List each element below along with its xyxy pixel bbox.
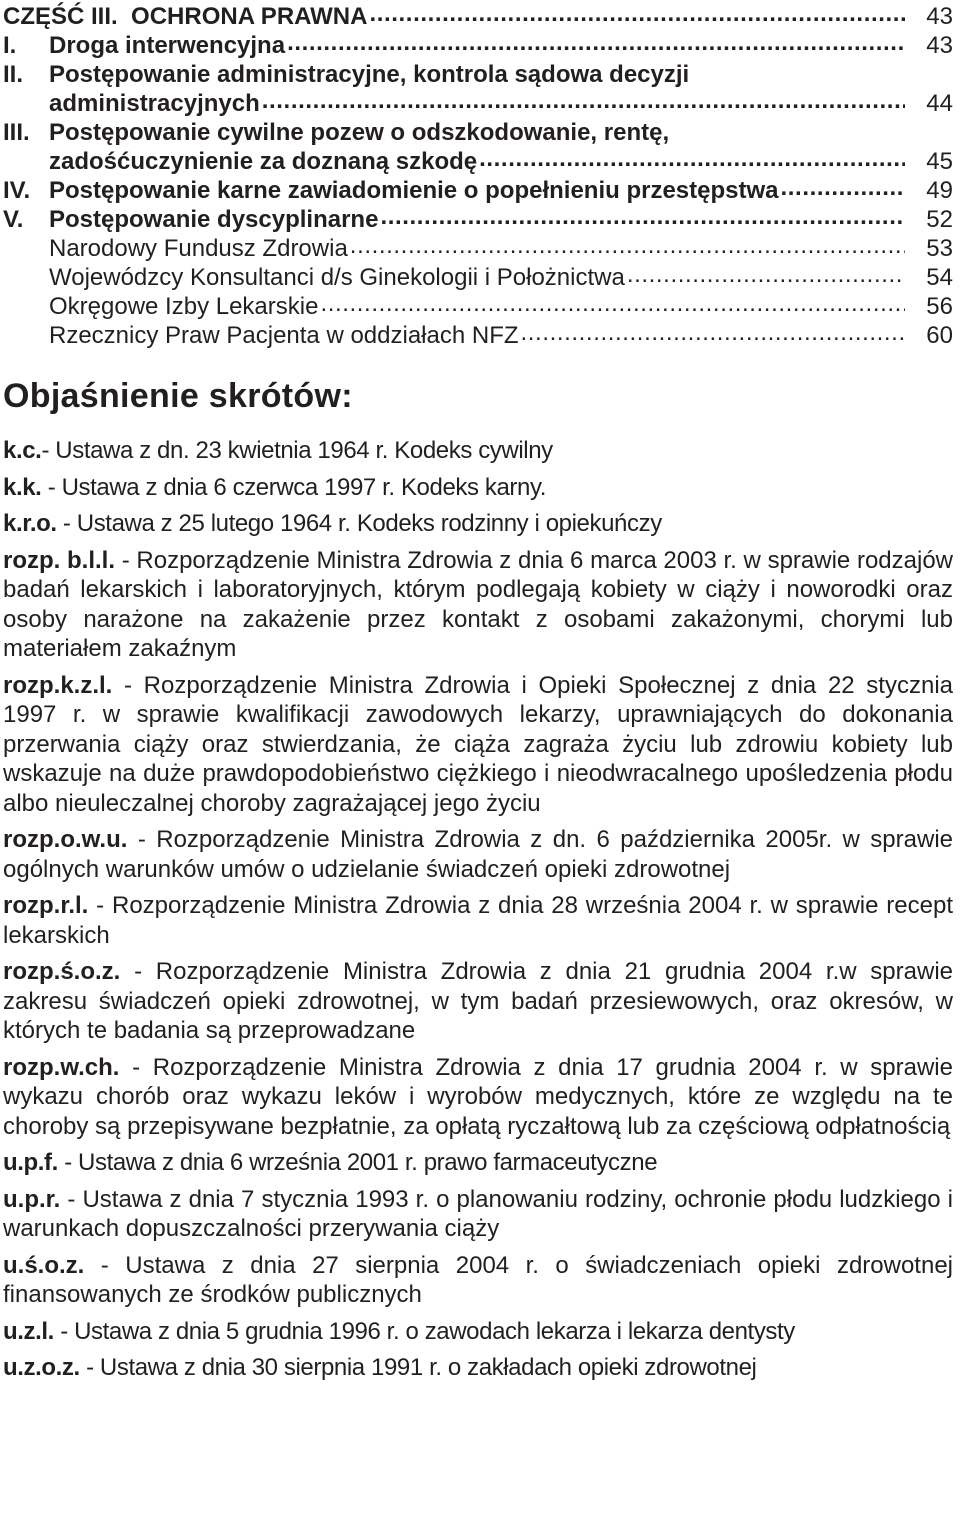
toc-entry-title: Postępowanie cywilne pozew o odszkodowanie, rentę, [49, 119, 670, 146]
toc-entry-number: I. [3, 32, 17, 59]
toc-entry-title-cont: zadośćuczynienie za doznaną szkodę [49, 148, 478, 175]
toc-page-number: 44 [926, 90, 953, 117]
abbreviation-text: - Rozporządzenie Ministra Zdrowia i Opieki Społecznej z dnia 22 stycznia 1997 r. w sprawie kwalifikacji zawodowych lekarzy, uprawniających do dokonania przerwania ciąży oraz stwierdzania, że ciąża zagraża życiu lub zdrowiu kobiety lub wskazuje na duże prawdopodobieństwo ciężkiego i nieodwracalnego upośledzenia płodu albo nieuleczalnej choroby zagrażającej jego życiu [3, 671, 953, 817]
abbreviation-key: u.z.l. [3, 1317, 54, 1345]
abbreviation-text: - Rozporządzenie Ministra Zdrowia z dnia 17 grudnia 2004 r. w sprawie wykazu chorób oraz wykazu leków i wyrobów medycznych, które ze względu na te choroby są przepisywane bezpłatnie, za opłatą ryczałtową lub za częściową odpłatnością [3, 1053, 953, 1140]
toc-entry-part-iii[interactable] [3, 2, 953, 31]
toc-entry-nfz[interactable] [3, 234, 953, 263]
toc-entry-konsultanci[interactable] [3, 263, 953, 292]
abbreviation-entry [3, 473, 953, 503]
abbreviation-text: - Ustawa z dnia 5 grudnia 1996 r. o zawodach lekarza i lekarza dentysty [53, 1317, 795, 1345]
abbreviation-key: k.r.o. [3, 510, 57, 537]
toc-entry-title-cont: administracyjnych [49, 90, 260, 117]
abbreviation-key: rozp.w.ch. [3, 1053, 120, 1081]
toc-entry-title: Postępowanie administracyjne, kontrola sądowa decyzji [49, 61, 690, 88]
abbreviation-text: - Ustawa z dnia 27 sierpnia 2004 r. o świadczeniach opieki zdrowotnej finansowanych ze środków publicznych [3, 1251, 953, 1308]
abbreviation-key: rozp.o.w.u. [3, 826, 128, 853]
toc-page-number: 60 [926, 322, 953, 349]
toc-entry-title: Okręgowe Izby Lekarskie [49, 293, 319, 320]
toc-page-number: 52 [926, 206, 953, 233]
toc-entry-rzecznicy[interactable] [3, 321, 953, 350]
abbreviation-text: - Rozporządzenie Ministra Zdrowia z dnia 6 marca 2003 r. w sprawie rodzajów badań lekarskich i laboratoryjnych, którym podlegają kobiety w ciąży i noworodki oraz osoby narażone na zakażenie przez kontakt z osobami zakażonymi, chorymi lub materiałem zakaźnym [3, 546, 953, 662]
toc-page-number: 49 [926, 177, 953, 204]
toc-entry-title: Droga interwencyjna [49, 32, 286, 59]
toc-leader-dots [521, 318, 905, 347]
abbreviation-key: u.p.f. [3, 1149, 58, 1176]
abbreviation-entry [3, 509, 953, 539]
abbreviation-entry [3, 1353, 953, 1383]
toc-entry-title: Narodowy Fundusz Zdrowia [49, 235, 348, 262]
abbreviation-key: k.c. [3, 437, 42, 464]
abbreviation-key: rozp.ś.o.z. [3, 958, 121, 985]
abbreviation-key: u.p.r. [3, 1185, 61, 1213]
toc-entry-number: V. [3, 206, 24, 233]
abbreviation-entry [3, 546, 953, 664]
abbreviation-entry [3, 957, 953, 1046]
abbreviation-text: - Ustawa z dnia 30 sierpnia 1991 r. o zakładach opieki zdrowotnej [79, 1354, 757, 1381]
toc-leader-dots [380, 202, 905, 231]
abbreviation-entry [3, 1185, 953, 1244]
toc-entry-v[interactable] [3, 205, 953, 234]
abbreviation-text: - Ustawa z dn. 23 kwietnia 1964 r. Kodeks cywilny [41, 437, 553, 464]
toc-entry-iii-line2[interactable] [3, 147, 953, 176]
toc-entry-number: IV. [3, 177, 31, 204]
abbreviation-text: - Ustawa z dnia 7 stycznia 1993 r. o planowaniu rodziny, ochronie płodu ludzkiego i warunkach dopuszczalności przerywania ciąży [3, 1185, 953, 1242]
abbreviation-key: u.z.o.z. [3, 1354, 80, 1381]
toc-entry-ii-line1[interactable] [3, 60, 953, 89]
abbreviation-entry [3, 1053, 953, 1142]
abbreviation-entry [3, 1251, 953, 1310]
table-of-contents [3, 0, 953, 350]
toc-entry-title: Wojewódzcy Konsultanci d/s Ginekologii i Położnictwa [49, 264, 625, 291]
abbreviation-entry [3, 671, 953, 819]
abbreviations-list [3, 436, 953, 1383]
toc-leader-dots [350, 231, 905, 260]
toc-leader-dots [781, 173, 905, 202]
abbreviation-text: - Ustawa z 25 lutego 1964 r. Kodeks rodzinny i opiekuńczy [56, 510, 662, 537]
toc-leader-dots [369, 0, 905, 28]
toc-page-number: 43 [926, 32, 953, 59]
toc-page-number: 53 [926, 235, 953, 262]
toc-entry-iii-line1[interactable] [3, 118, 953, 147]
toc-entry-number: III. [3, 119, 30, 146]
toc-leader-dots [627, 260, 905, 289]
abbreviation-entry [3, 1317, 953, 1347]
toc-leader-dots [262, 86, 905, 115]
toc-page-number: 54 [926, 264, 953, 291]
toc-entry-ii-line2[interactable] [3, 89, 953, 118]
toc-entry-title: Postępowanie karne zawiadomienie o popełnieniu przestępstwa [49, 177, 779, 204]
abbreviation-entry [3, 825, 953, 884]
abbreviation-key: rozp. b.l.l. [3, 546, 116, 574]
toc-entry-title: Rzecznicy Praw Pacjenta w oddziałach NFZ [49, 322, 519, 349]
abbreviation-text: - Rozporządzenie Ministra Zdrowia z dnia 21 grudnia 2004 r.w sprawie zakresu świadczeń opieki zdrowotnej, w tym badań przesiewowych, oraz okresów, w których te badania są przeprowadzane [3, 958, 953, 1044]
toc-entry-number: II. [3, 61, 24, 88]
abbreviation-text: - Rozporządzenie Ministra Zdrowia z dn. 6 października 2005r. w sprawie ogólnych warunków umów o udzielanie świadczeń opieki zdrowotnej [3, 826, 953, 883]
toc-page-number: 56 [926, 293, 953, 320]
abbreviation-text: - Ustawa z dnia 6 czerwca 1997 r. Kodeks karny. [41, 473, 547, 501]
abbreviation-key: k.k. [3, 473, 42, 501]
toc-page-number: 43 [926, 3, 953, 30]
toc-entry-title: Postępowanie dyscyplinarne [49, 206, 379, 233]
toc-leader-dots [320, 289, 905, 318]
abbreviation-text: - Rozporządzenie Ministra Zdrowia z dnia 28 września 2004 r. w sprawie recept lekarskich [3, 892, 953, 949]
abbreviation-key: u.ś.o.z. [3, 1251, 85, 1279]
toc-leader-dots [479, 144, 905, 173]
toc-leader-dots [287, 28, 905, 57]
toc-page-number: 45 [926, 148, 953, 175]
abbreviation-entry [3, 891, 953, 950]
toc-entry-i[interactable] [3, 31, 953, 60]
toc-entry-izby[interactable] [3, 292, 953, 321]
abbreviation-key: rozp.k.z.l. [3, 671, 113, 699]
abbreviation-entry [3, 1148, 953, 1178]
abbreviation-key: rozp.r.l. [3, 892, 89, 919]
toc-part-title: CZĘŚĆ III. OCHRONA PRAWNA [3, 3, 368, 30]
abbreviations-heading: Objaśnienie skrótów: [3, 377, 353, 415]
abbreviation-text: - Ustawa z dnia 6 września 2001 r. prawo farmaceutyczne [57, 1149, 658, 1176]
toc-entry-iv[interactable] [3, 176, 953, 205]
abbreviation-entry [3, 436, 953, 466]
